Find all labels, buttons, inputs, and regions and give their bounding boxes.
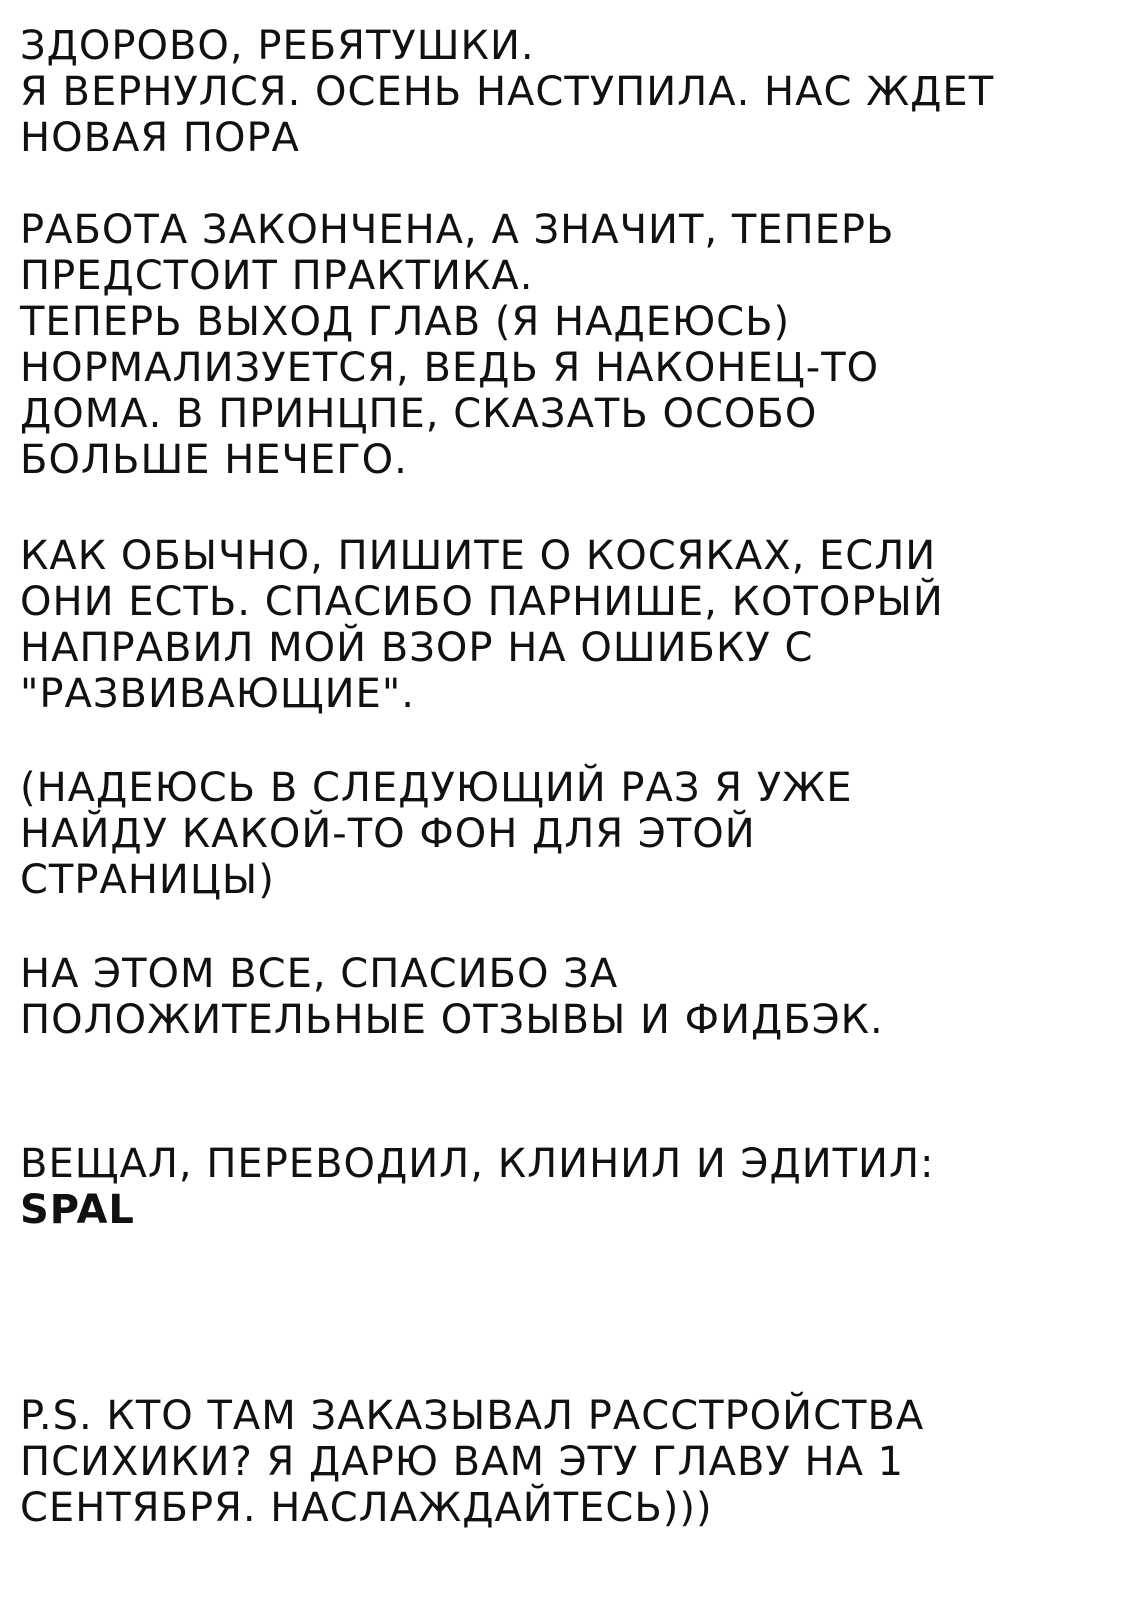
note-line: ПОЛОЖИТЕЛЬНЫЕ ОТЗЫВЫ И ФИДБЭК. xyxy=(20,997,884,1043)
note-line: БОЛЬШЕ НЕЧЕГО. xyxy=(20,437,408,483)
note-line: КАК ОБЫЧНО, ПИШИТЕ О КОСЯКАХ, ЕСЛИ xyxy=(20,533,937,579)
note-line: ЗДОРОВО, РЕБЯТУШКИ. xyxy=(20,23,535,69)
note-line: НАЙДУ КАКОЙ-ТО ФОН ДЛЯ ЭТОЙ xyxy=(20,811,756,857)
note-line: ПРЕДСТОИТ ПРАКТИКА. xyxy=(20,253,534,299)
note-line: НАПРАВИЛ МОЙ ВЗОР НА ОШИБКУ С xyxy=(20,625,814,671)
note-line: ТЕПЕРЬ ВЫХОД ГЛАВ (Я НАДЕЮСЬ) xyxy=(20,299,791,345)
note-line: Я ВЕРНУЛСЯ. ОСЕНЬ НАСТУПИЛА. НАС ЖДЕТ xyxy=(20,69,995,115)
note-line: СТРАНИЦЫ) xyxy=(20,857,275,903)
note-line: ДОМА. В ПРИНЦПЕ, СКАЗАТЬ ОСОБО xyxy=(20,391,818,437)
note-line: ОНИ ЕСТЬ. СПАСИБО ПАРНИШЕ, КОТОРЫЙ xyxy=(20,579,944,625)
postscript-line: ПСИХИКИ? Я ДАРЮ ВАМ ЭТУ ГЛАВУ НА 1 xyxy=(20,1439,905,1485)
postscript-line: P.S. КТО ТАМ ЗАКАЗЫВАЛ РАССТРОЙСТВА xyxy=(20,1393,925,1439)
credits-line: ВЕЩАЛ, ПЕРЕВОДИЛ, КЛИНИЛ И ЭДИТИЛ: xyxy=(20,1141,935,1187)
credits-signature: SPAL xyxy=(20,1187,135,1233)
note-line: (НАДЕЮСЬ В СЛЕДУЮЩИЙ РАЗ Я УЖЕ xyxy=(20,765,853,811)
note-line: НА ЭТОМ ВСЕ, СПАСИБО ЗА xyxy=(20,951,619,997)
note-line: "РАЗВИВАЮЩИЕ". xyxy=(20,671,415,717)
postscript-line: СЕНТЯБРЯ. НАСЛАЖДАЙТЕСЬ))) xyxy=(20,1485,713,1531)
note-line: НОРМАЛИЗУЕТСЯ, ВЕДЬ Я НАКОНЕЦ-ТО xyxy=(20,345,880,391)
note-line: НОВАЯ ПОРА xyxy=(20,115,300,161)
note-line: РАБОТА ЗАКОНЧЕНА, А ЗНАЧИТ, ТЕПЕРЬ xyxy=(20,207,895,253)
